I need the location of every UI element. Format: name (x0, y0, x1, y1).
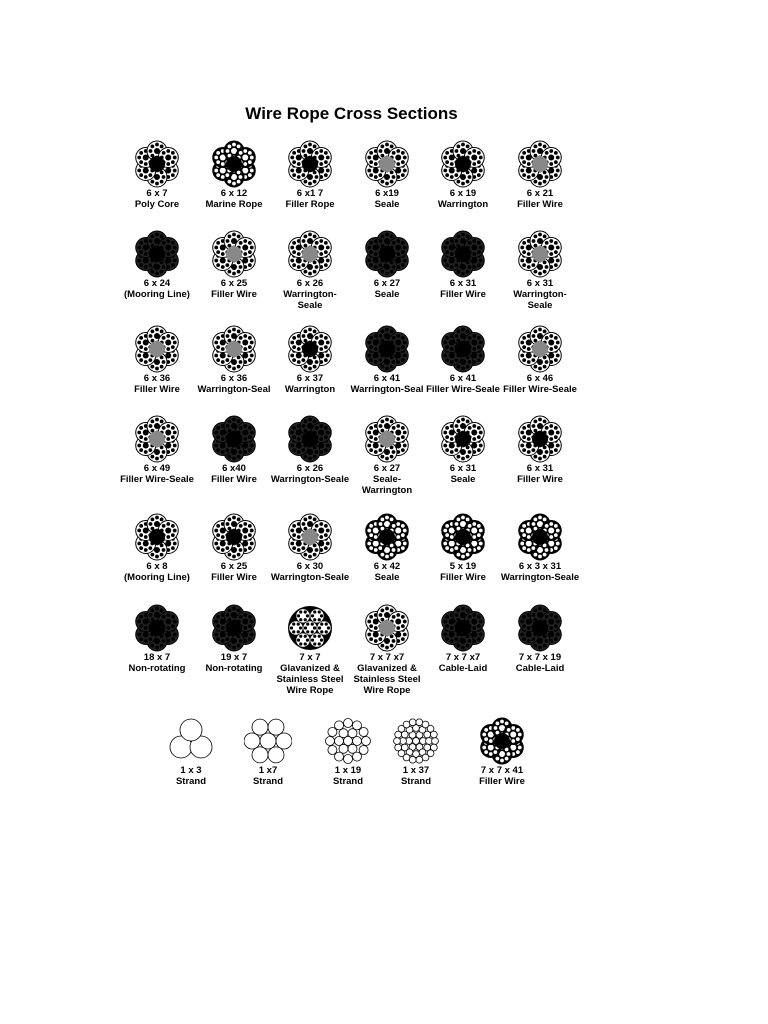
rope-label-line1: 6 x 12 (220, 188, 248, 199)
rope-label-line1: 6 x 49 (143, 463, 171, 474)
rope-label-line1: 6 x 31 (449, 278, 477, 289)
rope-label-line1: 6 x 24 (143, 278, 171, 289)
rope-label-line2: Seale (374, 289, 400, 300)
rope-label-line1: 7 x 7 x7 (445, 652, 481, 663)
rope-label-line1: 6 x 37 (296, 373, 324, 384)
rope-diagram (392, 717, 440, 765)
rope-diagram (516, 415, 564, 463)
rope-label-line1: 6 x 8 (146, 561, 168, 572)
rope-label-line1: 6 x1 7 (296, 188, 324, 199)
rope-label-line2: Warrington-Seale (270, 474, 350, 485)
rope-label-line1: 5 x 19 (449, 561, 477, 572)
rope-label-line2: Strand (332, 776, 364, 787)
rope-label-line4: Wire Rope (363, 685, 411, 696)
rope-label-line2: Seale- (373, 474, 401, 485)
rope-label-line3: Seale (297, 300, 323, 311)
rope-label-line1: 6 x40 (222, 463, 246, 474)
rope-label-line2: Warrington- (513, 289, 567, 300)
rope-label-line2: Warrington- (283, 289, 337, 300)
rope-diagram (516, 140, 564, 188)
rope-label-line2: Filler Wire (440, 572, 486, 583)
rope-label-line1: 1 x7 (258, 765, 278, 776)
rope-label-line2: Non-rotating (205, 663, 263, 674)
page-title: Wire Rope Cross Sections (245, 104, 458, 123)
rope-cross-section (480, 604, 600, 674)
rope-label-line2: Non-rotating (128, 663, 186, 674)
rope-label-line4: Wire Rope (286, 685, 334, 696)
rope-label-line2: Warrington (437, 199, 489, 210)
rope-label-line2: Filler Wire-Seale (503, 384, 577, 395)
rope-label-line2: Glavanized & (357, 663, 417, 674)
rope-label-line2: Warrington-Seal (197, 384, 271, 395)
rope-label-line1: 18 x 7 (143, 652, 171, 663)
rope-label-line2: Seale (374, 199, 400, 210)
rope-label-line1: 7 x 7 x 41 (480, 765, 524, 776)
rope-label-line2: Filler Wire (479, 776, 525, 787)
rope-label-line1: 6 x 19 (449, 188, 477, 199)
rope-label-line1: 6 x 36 (143, 373, 171, 384)
rope-label-line2: Filler Wire (211, 474, 257, 485)
rope-label-line2: (Mooring Line) (124, 572, 190, 583)
rope-label-line1: 1 x 19 (334, 765, 362, 776)
rope-label-line2: Filler Wire (211, 289, 257, 300)
rope-label-line2: Seale (374, 572, 400, 583)
rope-label-line1: 7 x 7 x7 (369, 652, 405, 663)
rope-label-line2: Poly Core (134, 199, 180, 210)
rope-label-line2: Strand (175, 776, 207, 787)
rope-label-line2: Glavanized & (280, 663, 340, 674)
rope-label-line2: Warrington-Seale (500, 572, 580, 583)
rope-label-line1: 6 x 31 (526, 278, 554, 289)
rope-cross-section (480, 230, 600, 311)
rope-label-line2: Filler Wire (134, 384, 180, 395)
rope-label-line1: 6 x 7 (146, 188, 168, 199)
rope-cross-section (480, 325, 600, 395)
rope-label-line3: Warrington (361, 485, 413, 496)
rope-label-line1: 7 x 7 (299, 652, 321, 663)
rope-label-line2: Strand (400, 776, 432, 787)
rope-diagram (516, 230, 564, 278)
rope-label-line1: 6 x 25 (220, 278, 248, 289)
rope-label-line1: 6 x 25 (220, 561, 248, 572)
rope-diagram (516, 513, 564, 561)
rope-label-line1: 6 x 31 (449, 463, 477, 474)
rope-label-line1: 1 x 37 (402, 765, 430, 776)
rope-label-line2: Filler Wire (517, 474, 563, 485)
rope-cross-section (442, 717, 562, 787)
rope-label-line2: (Mooring Line) (124, 289, 190, 300)
rope-label-line2: Warrington-Seale (270, 572, 350, 583)
rope-diagram (244, 717, 292, 765)
rope-label-line1: 19 x 7 (220, 652, 248, 663)
rope-label-line2: Filler Rope (285, 199, 335, 210)
rope-cross-section (480, 140, 600, 210)
rope-cross-section (480, 513, 600, 583)
rope-label-line2: Strand (252, 776, 284, 787)
rope-label-line3: Stainless Steel (353, 674, 421, 685)
rope-label-line1: 6 x 41 (449, 373, 477, 384)
rope-label-line1: 6 x 26 (296, 278, 324, 289)
rope-label-line1: 6 x 42 (373, 561, 401, 572)
rope-label-line1: 7 x 7 x 19 (518, 652, 562, 663)
rope-label-line1: 6 x 31 (526, 463, 554, 474)
rope-label-line2: Filler Wire-Seale (426, 384, 500, 395)
rope-label-line2: Filler Wire-Seale (120, 474, 194, 485)
rope-label-line2: Filler Wire (517, 199, 563, 210)
rope-label-line1: 6 x 41 (373, 373, 401, 384)
rope-label-line1: 6 x 36 (220, 373, 248, 384)
rope-cross-section (480, 415, 600, 485)
rope-label-line2: Warrington-Seal (350, 384, 424, 395)
rope-label-line3: Stainless Steel (276, 674, 344, 685)
rope-label-line1: 6 x 30 (296, 561, 324, 572)
rope-label-line2: Filler Wire (211, 572, 257, 583)
rope-label-line1: 1 x 3 (180, 765, 202, 776)
rope-diagram (516, 604, 564, 652)
rope-label-line1: 6 x 21 (526, 188, 554, 199)
rope-label-line2: Cable-Laid (515, 663, 565, 674)
rope-label-line2: Seale (450, 474, 476, 485)
rope-label-line3: Seale (527, 300, 553, 311)
rope-label-line2: Cable-Laid (438, 663, 488, 674)
rope-label-line2: Filler Wire (440, 289, 486, 300)
rope-label-line1: 6 x 27 (373, 463, 401, 474)
rope-diagram (478, 717, 526, 765)
rope-label-line1: 6 x 3 x 31 (518, 561, 562, 572)
rope-label-line1: 6 x 46 (526, 373, 554, 384)
rope-label-line1: 6 x19 (375, 188, 399, 199)
rope-label-line2: Warrington (284, 384, 336, 395)
rope-label-line2: Marine Rope (205, 199, 263, 210)
rope-label-line1: 6 x 27 (373, 278, 401, 289)
rope-label-line1: 6 x 26 (296, 463, 324, 474)
rope-diagram (516, 325, 564, 373)
